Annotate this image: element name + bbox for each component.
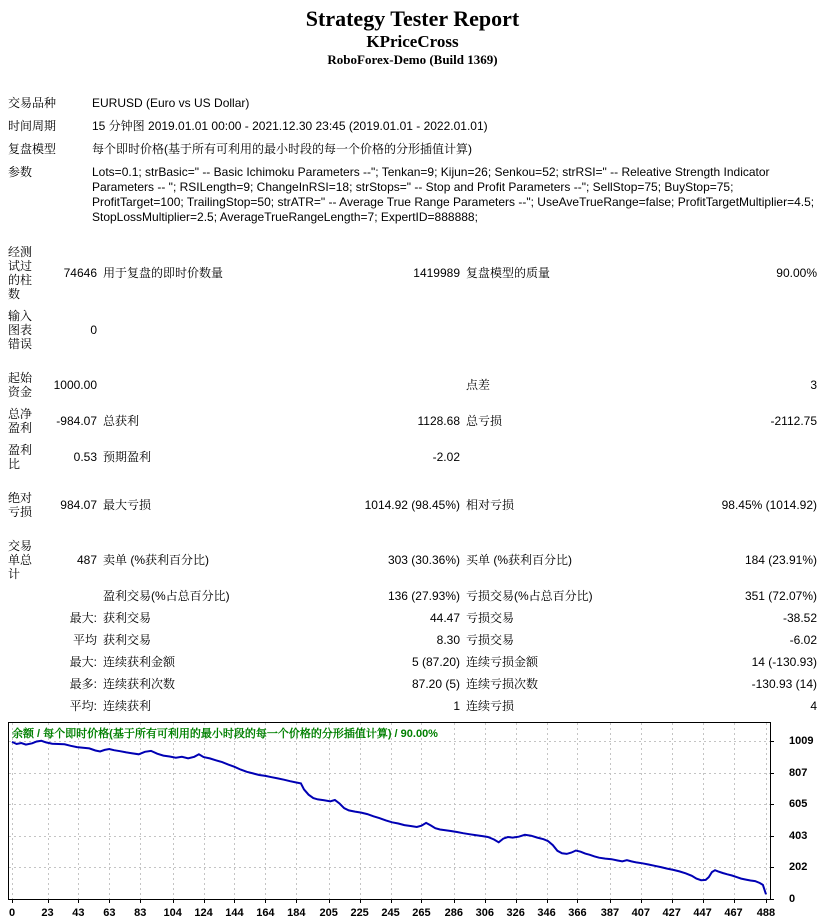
- y-axis-label: 0: [789, 893, 796, 905]
- label-3: 复盘模型的质量: [466, 266, 551, 280]
- y-axis-label: 807: [789, 766, 808, 779]
- x-axis-label: 23: [41, 907, 54, 919]
- value-3: 90.00%: [776, 266, 817, 280]
- row-label: 时间周期: [8, 119, 57, 133]
- label-2: 盈利交易(%占总百分比): [103, 589, 230, 603]
- value-2: 1014.92 (98.45%): [364, 498, 460, 512]
- x-axis-label: 366: [568, 907, 587, 919]
- label-3: 相对亏损: [466, 498, 515, 512]
- value-2: 303 (30.36%): [387, 553, 460, 567]
- value-2: 44.47: [429, 611, 460, 625]
- row-value: 15 分钟图 2019.01.01 00:00 - 2021.12.30 23:45 (2019.01.01 - 2022.01.01): [92, 119, 488, 133]
- settings-row: [8, 115, 817, 138]
- label-3: 连续亏损次数: [466, 677, 539, 691]
- value-3: 3: [810, 378, 817, 392]
- x-axis-label: 63: [103, 907, 116, 919]
- value-3: -2112.75: [770, 414, 817, 428]
- value-2: 87.20 (5): [411, 677, 460, 691]
- value-1: -984.07: [56, 414, 97, 428]
- x-axis-label: 346: [537, 907, 556, 919]
- value-3: 351 (72.07%): [744, 589, 817, 603]
- value-3: 98.45% (1014.92): [721, 498, 817, 512]
- label-3: 连续亏损: [466, 699, 515, 713]
- settings-row: [8, 138, 817, 161]
- value-2: 1128.68: [417, 414, 460, 428]
- balance-chart: [8, 722, 817, 924]
- settings-row: [8, 92, 817, 115]
- row-value: EURUSD (Euro vs US Dollar): [92, 96, 250, 110]
- value-2: 5 (87.20): [411, 655, 460, 669]
- x-axis-label: 306: [475, 907, 494, 919]
- value-2: 136 (27.93%): [387, 589, 460, 603]
- label-2: 获利交易: [103, 633, 152, 647]
- settings-table: [8, 92, 817, 229]
- value-1: 74646: [63, 266, 97, 280]
- x-axis-label: 286: [444, 907, 464, 919]
- row-label: 起始资金: [8, 371, 33, 399]
- value-1: 1000.00: [53, 378, 97, 392]
- y-axis-label: 403: [789, 829, 808, 842]
- value-2: 1419989: [413, 266, 460, 280]
- row-label: 盈利比: [8, 443, 33, 471]
- chart-legend: 余额 / 每个即时价格(基于所有可利用的最小时段的每一个价格的分形插值计算) / 90.00%: [12, 728, 438, 740]
- balance-chart-plot: [8, 722, 778, 906]
- result-row: [8, 439, 817, 475]
- label-2: 预期盈利: [103, 450, 152, 464]
- value-3: 14 (-130.93): [751, 655, 817, 669]
- label-2: 总获利: [103, 414, 140, 428]
- label-2: 获利交易: [103, 611, 152, 625]
- label-2: 卖单 (%获利百分比): [103, 553, 209, 567]
- value-3: 4: [810, 699, 817, 713]
- label-2: 连续获利金额: [103, 655, 176, 669]
- label-2: 最大亏损: [103, 498, 152, 512]
- x-axis-label: 488: [756, 907, 776, 919]
- label-2: 连续获利: [103, 699, 152, 713]
- result-row: [8, 367, 817, 403]
- value-1: 平均: [72, 633, 97, 647]
- expert-name: KPriceCross: [366, 32, 459, 51]
- x-axis-label: 326: [506, 907, 525, 919]
- plot-border: [9, 723, 771, 900]
- value-1: 最大:: [69, 611, 97, 625]
- x-axis-label: 387: [600, 907, 620, 919]
- value-1: 最大:: [69, 655, 97, 669]
- x-axis-label: 43: [72, 907, 85, 919]
- x-axis-label: 265: [412, 907, 431, 919]
- row-label: 参数: [8, 165, 33, 179]
- balance-line: [12, 741, 766, 895]
- row-label: 复盘模型: [8, 142, 57, 156]
- value-2: 1: [453, 699, 460, 713]
- label-3: 亏损交易: [466, 633, 515, 647]
- value-1: 0.53: [73, 450, 97, 464]
- x-axis-label: 104: [163, 907, 182, 919]
- value-3: -6.02: [789, 633, 817, 647]
- x-axis-label: 427: [662, 907, 681, 919]
- result-row: [8, 403, 817, 439]
- x-axis-label: 225: [350, 907, 369, 919]
- row-label: 输入图表错误: [8, 309, 33, 351]
- value-1: 487: [76, 553, 97, 567]
- row-label: 交易品种: [8, 96, 57, 110]
- x-axis-label: 124: [194, 907, 213, 919]
- result-row: [8, 535, 817, 585]
- y-axis-label: 1009: [789, 734, 814, 747]
- label-3: 亏损交易: [466, 611, 515, 625]
- label-3: 总亏损: [466, 414, 503, 428]
- label-2: 连续获利次数: [103, 677, 176, 691]
- x-axis-label: 245: [381, 907, 400, 919]
- value-1: 最多:: [69, 677, 97, 691]
- value-1: 984.07: [60, 498, 97, 512]
- x-axis-label: 184: [287, 907, 306, 919]
- label-3: 买单 (%获利百分比): [466, 553, 572, 567]
- x-axis-label: 83: [134, 907, 147, 919]
- x-axis-label: 447: [693, 907, 712, 919]
- x-axis-label: 467: [724, 907, 743, 919]
- row-value: Lots=0.1; strBasic=" -- Basic Ichimoku Parameters --"; Tenkan=9; Kijun=26; Senkou=52; strRSI=" -- Releative Strength Indicator Parameters -- "; RSILength=9; ChangeInRSI=18; strStops=" -- Stop and Profit Parameters --"; SellStop=75; BuyStop=75; ProfitTarget=100; TrailingStop=50; strATR=" -- Average True Range Parameters --"; UseAveTrueRange=false; ProfitTargetMultiplier=4.5; StopLossMultiplier=2.5; AverageTrueRangeLength=7; ExpertID=888888;: [92, 165, 815, 224]
- result-row: [8, 695, 817, 717]
- result-row: [8, 607, 817, 629]
- result-row: [8, 305, 817, 355]
- settings-row: [8, 161, 817, 229]
- row-label: 绝对亏损: [8, 491, 33, 519]
- result-row: [8, 241, 817, 305]
- result-row: [8, 487, 817, 523]
- result-row: [8, 651, 817, 673]
- result-row: [8, 585, 817, 607]
- label-3: 连续亏损金额: [466, 655, 539, 669]
- server-build: RoboForex-Demo (Build 1369): [327, 52, 498, 67]
- row-label: 经测试过的柱数: [8, 245, 33, 301]
- y-axis-label: 202: [789, 861, 808, 874]
- value-2: 8.30: [436, 633, 460, 647]
- x-axis-label: 407: [631, 907, 650, 919]
- row-value: 每个即时价格(基于所有可利用的最小时段的每一个价格的分形插值计算): [92, 142, 472, 156]
- results-table: [8, 241, 817, 717]
- label-3: 亏损交易(%占总百分比): [466, 589, 593, 603]
- value-3: -38.52: [782, 611, 817, 625]
- result-row: [8, 629, 817, 651]
- result-row: [8, 673, 817, 695]
- x-axis-label: 0: [8, 907, 16, 919]
- label-2: 用于复盘的即时价数量: [103, 266, 224, 280]
- report-title: Strategy Tester Report: [305, 6, 520, 31]
- report-header: [0, 0, 825, 68]
- label-3: 点差: [466, 378, 491, 392]
- row-label: 总净盈利: [8, 407, 33, 435]
- x-axis-label: 144: [225, 907, 244, 919]
- value-2: -2.02: [432, 450, 460, 464]
- x-axis-label: 164: [256, 907, 275, 919]
- value-3: -130.93 (14): [751, 677, 817, 691]
- value-1: 0: [90, 323, 97, 337]
- row-label: 交易单总计: [8, 539, 33, 581]
- value-1: 平均:: [69, 699, 97, 713]
- y-axis-label: 605: [789, 798, 808, 811]
- value-3: 184 (23.91%): [744, 553, 817, 567]
- x-axis-label: 205: [319, 907, 338, 919]
